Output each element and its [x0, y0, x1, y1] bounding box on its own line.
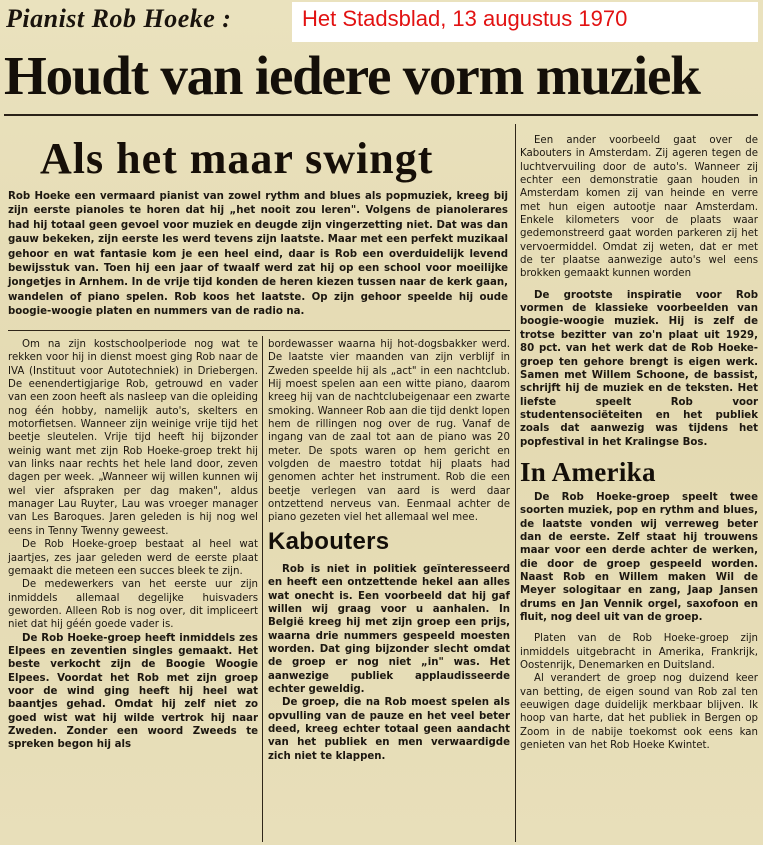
paragraph: Al verandert de groep nog duizend keer van betting, de eigen sound van Rob zal ten eeuwigen dage duidelijk merkbaar blijven. Ik hoop van harte, dat het publiek in Bergen op Zoom in de nabije toekomst ook eens kan genieten van het Rob Hoeke Kwintet. — [520, 673, 758, 752]
headline: Houdt van iedere vorm muziek — [4, 45, 700, 106]
section-heading-in-amerika: In Amerika — [520, 456, 656, 487]
paragraph: Een ander voorbeeld gaat over de Kabouters in Amsterdam. Zij ageren tegen de luchtvervuiling door de auto's. Wanneer zij echter een demonstratie gaan houden in Amsterdam komen zij van heinde en verre met hun eigen autootje naar Amsterdam. Enkele kilometers voor de plaats waar gedemonstreerd gaat worden parkeren zij het vervoermiddel. Omdat zij weten, dat er met de ter plaatse aanwezige auto's wel eens brokken gemaakt kunnen worden — [520, 135, 758, 280]
paragraph: Om na zijn kostschoolperiode nog wat te rekken voor hij in dienst moest ging Rob naar de IVA (Instituut voor Autotechniek) in Driebergen. De eenendertigjarige Rob, getrouwd en vader van een zoon heeft als nasleep van die opleiding nog één hobby, namelijk auto's, skelters en motorfietsen. Wanneer zijn weinige vrije tijd het beetje sleutelen. Vrije tijd heeft hij bijzonder weinig want met zijn Rob Hoeke-groep trekt hij van links naar rechts het hele land door, zeven dagen per week. „Wanneer wij willen kunnen wij wel vier afspraken per dag maken", aldus manager Lau Ruyter, Lau was vroeger manager van Les Baroques. Jaren geleden is hij nog wel eens in Tenny Twenny geweest. — [8, 339, 258, 537]
headline-rule — [4, 114, 758, 116]
column-rule — [262, 336, 263, 842]
paragraph: De Rob Hoeke-groep speelt twee soorten muziek, pop en rythm and blues, de laatste vonden wij verreweg beter dan de eerste. Zelf staat hij trouwens maar voor een derde achter de werken, die door de groep gespeeld worden. Naast Rob en Willem maken Wil de Meyer sologitaar en zang, Jaap Jansen drums en Jan Vennik orgel, saxofoon en fluit, nog deel uit van de groep. — [520, 491, 758, 623]
paragraph: Rob is niet in politiek geïnteresseerd en heeft een ontzettende hekel aan alles wat onecht is. Een voorbeeld dat hij gaf willen wij graag voor u aanhalen. In België kreeg hij met zijn groep een prijs, waarna drie nummers gespeeld moesten worden. Dat ging bijzonder slecht omdat de groep er nog niet „in" was. Het aanwezige publiek applaudisseerde echter geweldig. — [268, 563, 510, 695]
column-2 — [268, 338, 510, 763]
paragraph: De Rob Hoeke-groep heeft inmiddels zes Elpees en zeventien singles gemaakt. Het beste verkocht zijn de Boogie Woogie Elpees. Voordat het Rob met zijn groep voor de wind ging heeft hij heel wat baantjes gehad. Omdat hij zelf niet zo goed wist wat hij wilde vertrok hij naar Zweden. Zonder een woord Zweeds te spreken begon hij als — [8, 632, 258, 751]
subhead: Als het maar swingt — [40, 134, 434, 183]
paragraph: bordewasser waarna hij hot-dogsbakker werd. De laatste vier maanden van zijn verblijf in Zweden speelde hij als „act" in een nachtclub. Hij moest spelen aan een witte piano, daarom kreeg hij van de nachtclubeigenaar een zwarte smoking. Wanneer Rob aan die tijd denkt lopen hem de rillingen nog over de rug. Vanaf de ingang van de zaal tot aan de piano was 20 meter. De spots waren op hem gericht en volgden de maestro totdat hij plaats had genomen achter het instrument. Rob die een beetje verlegen van aard is werd daar ontzettend nerveus van. Eenmaal achter de piano gezeten viel het allemaal wel mee. — [268, 339, 510, 524]
intro-rule — [8, 330, 510, 331]
source-label: Het Stadsblad, 13 augustus 1970 — [292, 2, 758, 42]
paragraph: De grootste inspiratie voor Rob vormen de klassieke voorbeelden van boogie-woogie muziek. Hij is zelf de trotse bezitter van zo'n plaat uit 1929, 80 pct. van het werk dat de Rob Hoeke-groep ten gehore brengt is eigen werk. Samen met Willem Schoone, de bassist, schrijft hij de muziek en de teksten. Het liefste speelt Rob voor studentensociëteiten en het publiek zoals dat aanwezig was tijdens het popfestival in het Kralingse Bos. — [520, 289, 758, 448]
section-heading-kabouters: Kabouters — [268, 527, 390, 555]
column-rule — [515, 124, 516, 842]
paragraph: De groep, die na Rob moest spelen als opvulling van de pauze en het veel beter deed, kreeg echter totaal geen aandacht van het publiek en men verwaardigde zich niet te klappen. — [268, 697, 510, 762]
intro-paragraph: Rob Hoeke een vermaard pianist van zowel rythm and blues als popmuziek, kreeg bij zijn eerste pianoles te horen dat hij „het nooit zou leren". Volgens de pianolerares had hij totaal geen gevoel voor muziek en deugde zijn vingerzetting niet. Dat was dan gauw bekeken, zijn eerste les werd tevens zijn laatste. Maar met een perfekt muzikaal gehoor en wat fantasie kom je een heel eind, daar is Rob een overduidelijk levend bewijsstuk van. Toen hij een jaar of twaalf werd zat hij op een school voor moeilijke jongetjes in Arnhem. In de vrije tijd konden de heren kiezen tussen naar de kerk gaan, wandelen of piano spelen. Rob koos het laatste. Op zijn gehoor speelde hij oude boogie-woogie platen en nummers van de radio na. — [8, 191, 508, 318]
paragraph: De medewerkers van het eerste uur zijn inmiddels allemaal degelijke huisvaders geworden. Alleen Rob is nog over, dit impliceert niet dat hij géén goede vader is. — [8, 579, 258, 631]
column-1 — [8, 338, 258, 752]
paragraph: Platen van de Rob Hoeke-groep zijn inmiddels uitgebracht in Amerika, Frankrijk, Oostenrijk, Denemarken en Duitsland. — [520, 633, 758, 672]
column-3 — [520, 134, 758, 752]
kicker: Pianist Rob Hoeke : — [6, 4, 232, 33]
paragraph: De Rob Hoeke-groep bestaat al heel wat jaartjes, zes jaar geleden werd de eerste plaat gemaakt die meteen een succes bleek te zijn. — [8, 539, 258, 577]
